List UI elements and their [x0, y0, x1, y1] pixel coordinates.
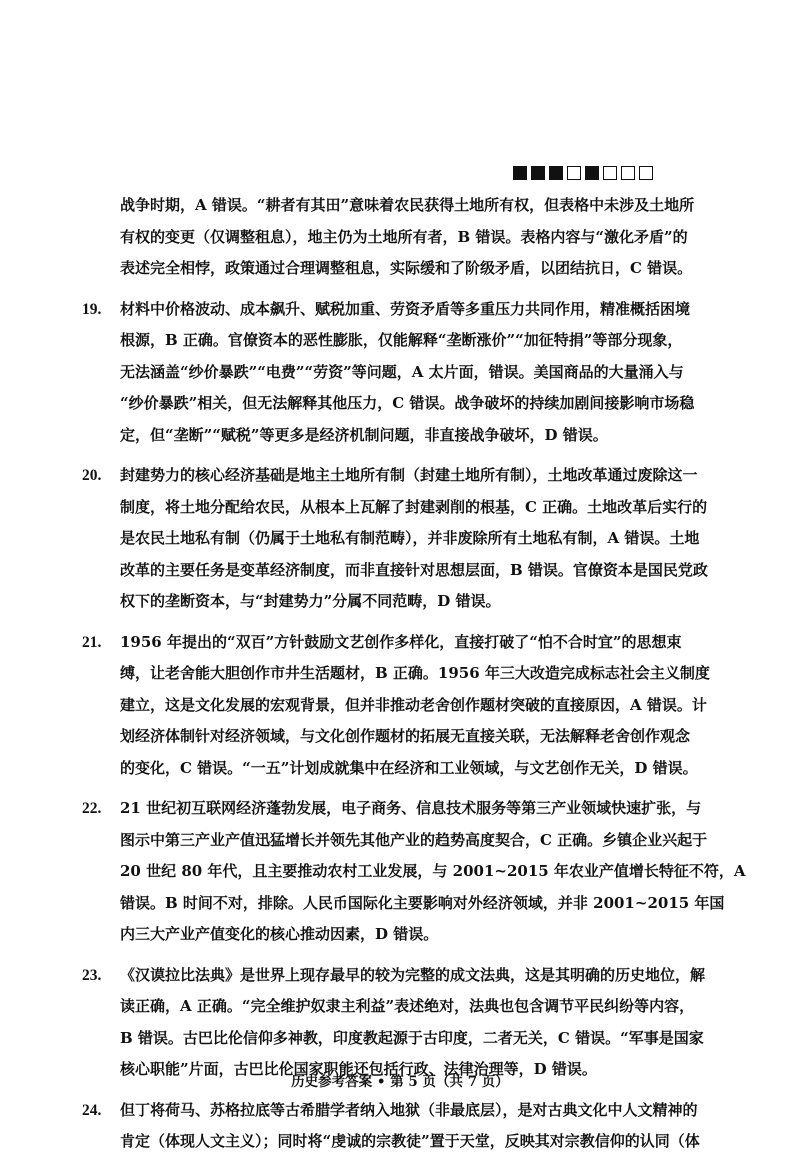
answer-item	[82, 627, 710, 785]
text-line: 无法涵盖“纱价暴跌”“电费”“劳资”等问题，A 太片面，错误。美国商品的大量涌入与	[120, 362, 684, 381]
progress-square-empty	[621, 166, 635, 180]
page-footer: 历史参考答案 • 第 5 页（共 7 页）	[291, 1074, 509, 1090]
text-line: 划经济体制针对经济领域，与文化创作题材的拓展无直接关联，无法解释老舍创作观念	[120, 727, 691, 745]
text-line: 核心职能”片面，古巴比伦国家职能还包括行政、法律治理等，D 错误。	[120, 1060, 597, 1078]
text-line: 有权的变更（仅调整租息），地主仍为土地所有者，B 错误。表格内容与“激化矛盾”的	[120, 227, 688, 246]
progress-square-filled	[585, 166, 599, 180]
text-line: 《汉谟拉比法典》是世界上现存最早的较为完整的成文法典，这是其明确的历史地位，解	[120, 965, 706, 984]
answer-content	[82, 190, 746, 1158]
text-line: 建立，这是文化发展的宏观背景，但并非推动老舍创作题材突破的直接原因，A 错误。计	[120, 695, 707, 714]
progress-square-empty	[639, 166, 653, 180]
text-line: 21 世纪初互联网经济蓬勃发展，电子商务、信息技术服务等第三产业领域快速扩张，与	[120, 799, 702, 817]
text-line: 1956 年提出的“双百”方针鼓励文艺创作多样化，直接打破了“怕不合时宜”的思想束	[120, 632, 682, 651]
answer-item	[82, 793, 746, 951]
text-line: 肯定（体现人文主义）；同时将“虔诚的宗教徒”置于天堂，反映其对宗教信仰的认同（体	[120, 1132, 700, 1150]
continuation-paragraph	[120, 190, 695, 285]
text-line: “纱价暴跌”相关，但无法解释其他压力，C 错误。战争破坏的持续加剧间接影响市场稳	[120, 394, 695, 412]
progress-square-empty	[603, 166, 617, 180]
text-line: B 错误。古巴比伦信仰多神教，印度教起源于古印度，二者无关，C 错误。“军事是国家	[120, 1028, 704, 1047]
text-line: 制度，将土地分配给农民，从根本上瓦解了封建剥削的根基，C 正确。土地改革后实行的	[120, 497, 708, 516]
answer-item	[82, 460, 708, 618]
answer-item	[82, 294, 695, 452]
progress-square-filled	[549, 166, 563, 180]
progress-square-empty	[567, 166, 581, 180]
text-line: 20 世纪 80 年代，且主要推动农村工业发展，与 2001~2015 年农业产值增长特征不符，A	[120, 862, 746, 880]
text-line: 战争时期，A 错误。“耕者有其田”意味着农民获得土地所有权，但表格中未涉及土地所	[120, 196, 695, 214]
text-line: 定，但“垄断”“赋税”等更多是经济机制问题，非直接战争破坏，D 错误。	[120, 425, 608, 444]
question-number: 24.	[82, 1101, 102, 1119]
answer-item	[82, 1095, 700, 1158]
text-line: 读正确，A 正确。“完全维护奴隶主利益”表述绝对，法典也包含调节平民纠纷等内容，	[120, 997, 695, 1015]
text-line: 封建势力的核心经济基础是地主土地所有制（封建土地所有制），土地改革通过废除这一	[120, 466, 698, 484]
answer-list	[82, 294, 746, 1158]
question-number: 22.	[82, 800, 102, 817]
text-line: 是农民土地私有制（仍属于土地私有制范畴），并非废除所有土地私有制，A 错误。土地	[120, 529, 700, 547]
text-line: 权下的垄断资本，与“封建势力”分属不同范畴，D 错误。	[120, 592, 501, 610]
progress-square-filled	[513, 166, 527, 180]
text-line: 内三大产业产值变化的核心推动因素，D 错误。	[120, 925, 439, 943]
text-line: 的变化，C 错误。“一五”计划成就集中在经济和工业领域，与文艺创作无关，D 错误。	[120, 758, 698, 777]
text-line: 图示中第三产业产值迅猛增长并领先其他产业的趋势高度契合，C 正确。乡镇企业兴起于	[120, 830, 708, 849]
answer-item	[82, 960, 706, 1086]
text-line: 根源，B 正确。官僚资本的恶性膨胀，仅能解释“垄断涨价”“加征特捐”等部分现象，	[120, 331, 683, 349]
question-number: 23.	[82, 966, 102, 984]
page-progress-indicator	[513, 166, 653, 180]
text-line: 材料中价格波动、成本飙升、赋税加重、劳资矛盾等多重压力共同作用，精准概括困境	[120, 299, 691, 318]
question-number: 20.	[82, 467, 102, 484]
question-number: 21.	[82, 633, 102, 651]
text-line: 但丁将荷马、苏格拉底等古希腊学者纳入地狱（非最底层），是对古典文化中人文精神的	[120, 1100, 698, 1119]
text-line: 缚，让老舍能大胆创作市井生活题材，B 正确。1956 年三大改造完成标志社会主义制度	[120, 664, 710, 682]
progress-square-filled	[531, 166, 545, 180]
question-number: 19.	[82, 300, 102, 318]
text-line: 表述完全相悖，政策通过合理调整租息，实际缓和了阶级矛盾，以团结抗日，C 错误。	[120, 259, 693, 277]
text-line: 改革的主要任务是变革经济制度，而非直接针对思想层面，B 错误。官僚资本是国民党政	[120, 560, 708, 579]
text-line: 错误。B 时间不对，排除。人民币国际化主要影响对外经济领域，并非 2001~2015 年国	[120, 893, 725, 912]
